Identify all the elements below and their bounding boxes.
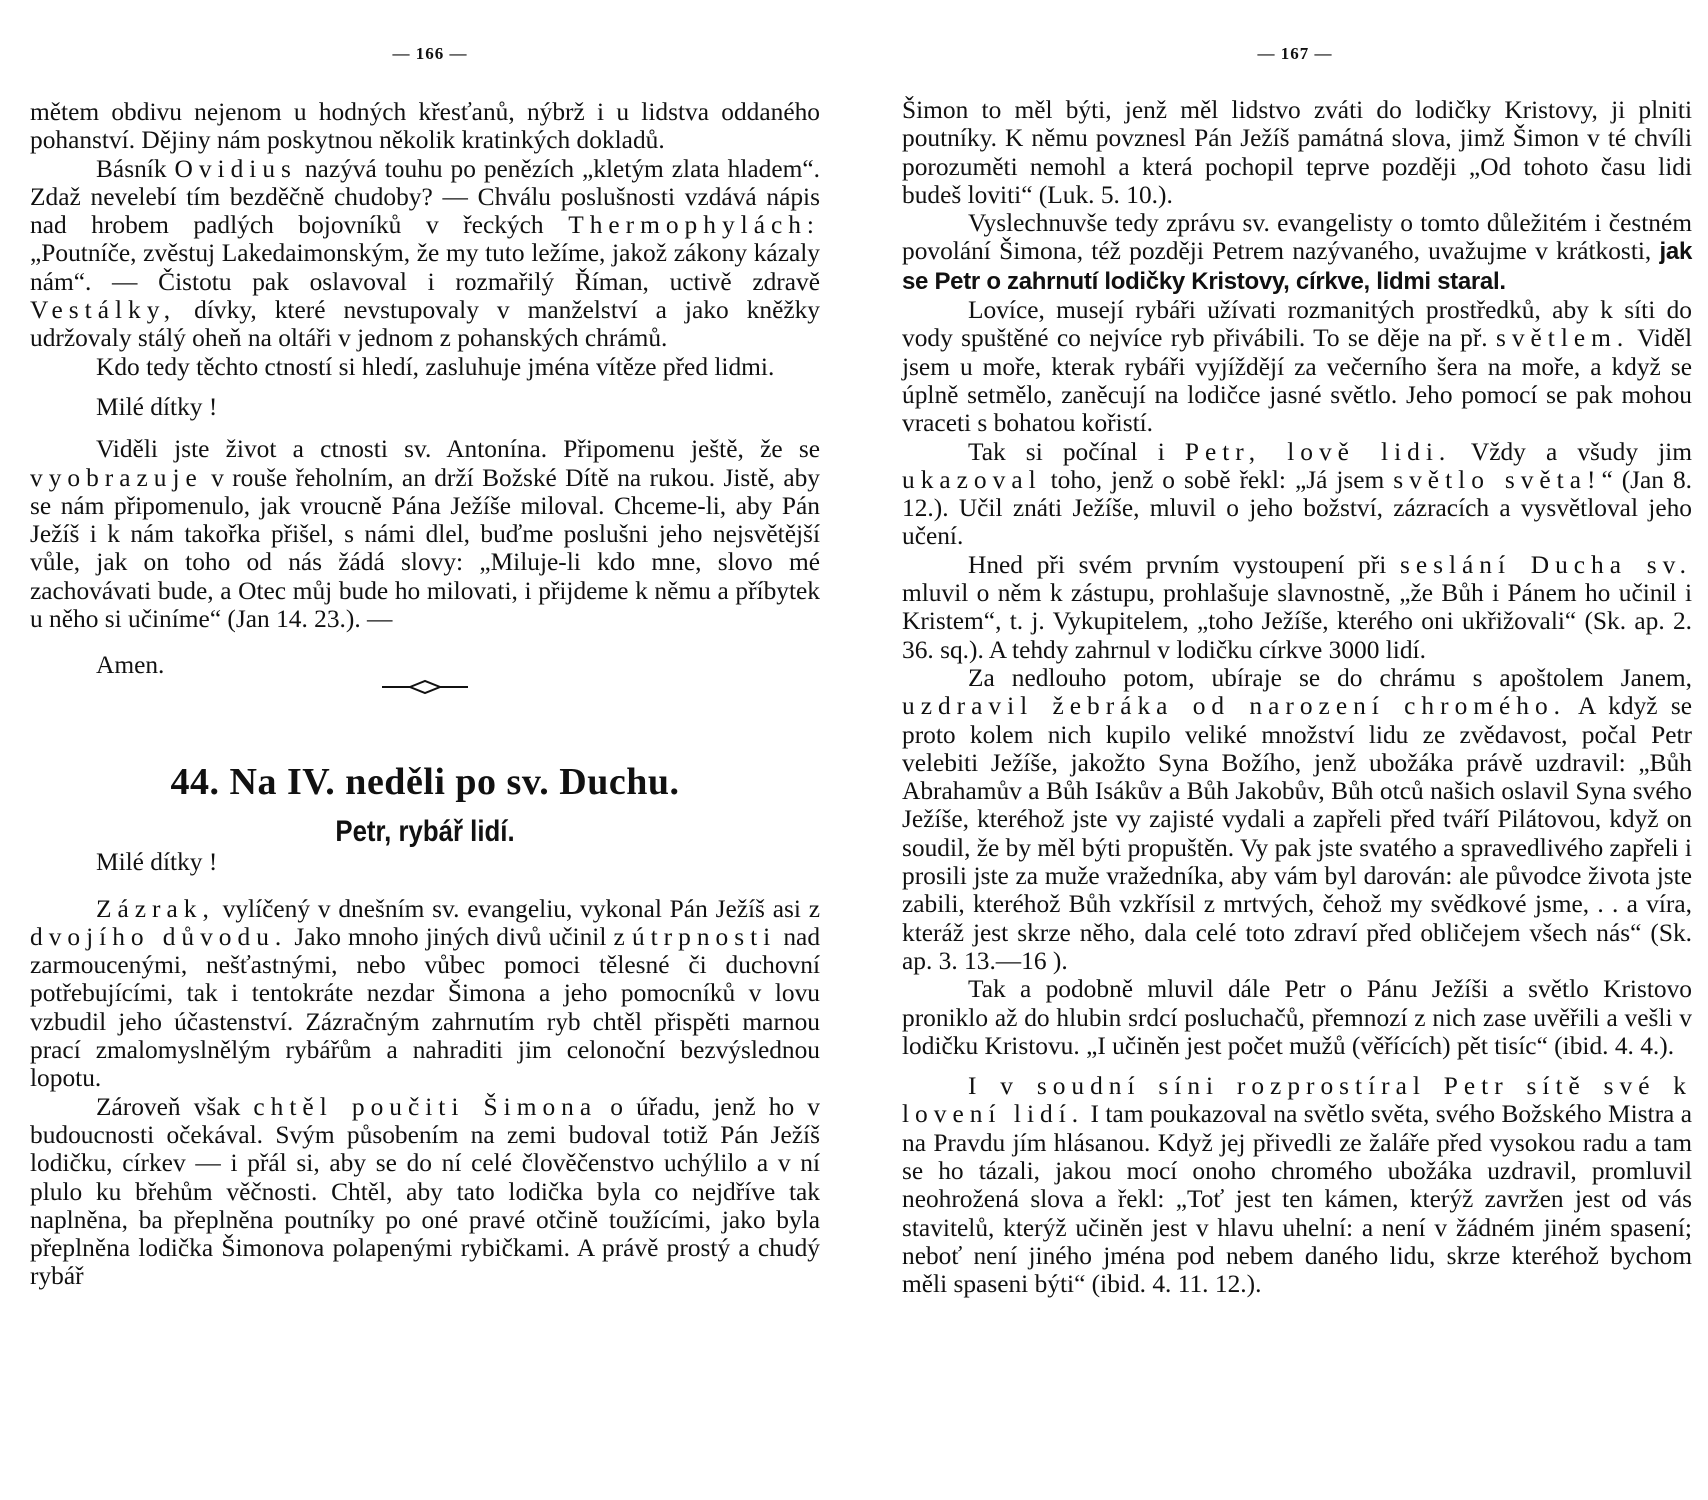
salutation: Milé dítky ! [96,848,218,877]
paragraph: Viděli jste život a ctnosti sv. Antonína. Připomenu ještě, že se vyobrazuje v rouše řeholním, an drží Božské Dítě na rukou. Jistě, aby se nám připomenulo, jak vroucně Pána Ježíše miloval. Chceme-li, aby Pán Ježíš i k nám takořka přišel, s námi dlel, buďme poslušni jeho nejsvětější vůle, jak on toho od nás žádá slovy: „Miluje-li kdo mne, slovo mé zachovávati bude, a Otec můj bude ho milovati, i přijdeme k němu a příbytek u něho si učiníme“ (Jan 14. 23.). — [30,435,820,634]
paragraph: Zároveň však chtěl poučiti Šimona o úřadu, jenž ho v budoucnosti očekával. Svým působením na zemi budoval totiž Pán Ježíš lodičku, církev — i přál si, aby se do ní celé člověčenstvo uchýlilo a v ní plulo ku břehům věčnosti. Chtěl, aby tato lodička byla co nejdříve tak naplněna, ba přeplněna poutníky po oné pravé otčině toužícími, jako byla přeplněna lodička Šimonova polapenými rybičkami. A právě prostý a chudý rybář [30,1092,821,1291]
page-number: — 167 — [1257,44,1333,63]
paragraph: Zázrak, vylíčený v dnešním sv. evangeliu, vykonal Pán Ježíš asi z dvojího důvodu. Jako mnoho jiných divů učinil z útrpnosti nad zarmoucenými, nešťastnými, nebo vůbec pomoci tělesné či duchovní potřebujícími, tak i tentokráte nezdar Šimona a jeho pomocníků v lovu vzbudil jeho účastenství. Zázračným zahrnutím ryb chtěl přispěti marnou prací zmalomyslnělým rybářům a nahraditi jim celonoční bezvýslednou lopotu. [30,894,821,1093]
section-heading: 44. Na IV. neděli po sv. Duchu. [170,760,680,803]
paragraph: Tak a podobně mluvil dále Petr o Pánu Ježíši a světlo Kristovo proniklo až do hlubin srdcí posluchačů, přemnozí z nich zase uvěřili a vešli v lodičku Kristovu. „I učiněn jest počet mužů (věřících) pět tisíc“ (ibid. 4. 4.). [902,975,1692,1060]
page-number: — 166 — [392,44,468,63]
salutation: Milé dítky ! [96,392,218,421]
paragraph: Za nedlouho potom, ubíraje se do chrámu s apoštolem Janem, uzdravil žebráka od narození chromého. A když se proto kolem nich kupilo veliké množství lidu ze zvědavost, počal Petr velebiti Ježíše, jakožto Syna Božího, jenž ubožáka právě uzdravil: „Bůh Abrahamův a Bůh Isákův a Bůh Jakobův, Bůh otců našich oslavil Syna svého Ježíše, kteréhož jste vy zajisté vydali a zapřeli před tváří Pilátovou, když on soudil, že by měl býti propuštěn. Vy pak jste svatého a spravedlivého zapřeli i prosili jste za muže vražedníka, aby vám byl darován: ale původce života jste zabili, kteréhož Bůh vzkřísil z mrtvých, čehož my svědkové jsme, . . a víra, kteráž jest skrze něho, dala celé toto zdraví před obličejem všech nás“ (Sk. ap. 3. 13.—16 ). [902,663,1692,975]
page-body [902,96,1692,1298]
amen: Amen. [96,651,165,680]
section-subheading: Petr, rybář lidí. [335,814,515,848]
paragraph: Lovíce, musejí rybáři užívati rozmanitých prostředků, aby k síti do vody spuštěné co nejvíce ryb přivábili. To se děje na př. světlem. Viděl jsem u moře, kterak rybáři vyjíždějí za večerního šera na moře, a když se úplně setmělo, zaněcují na lodičce jasné světlo. Jeho pomocí se pak mohou vraceti s bohatou kořistí. [902,296,1692,438]
paragraph: Vyslechnuvše tedy zprávu sv. evangelisty o tomto důležitém i čestném povolání Šimona, též později Petrem nazývaného, uvažujme v krátkosti, jak se Petr o zahrnutí lodičky Kristovy, církve, lidmi staral. [902,209,1692,295]
right-page [902,0,1708,1500]
page-body [30,98,820,1291]
paragraph: Tak si počínal i Petr, lově lidi. Vždy a všudy jim ukazoval toho, jenž o sobě řekl: „Já jsem světlo světa!“ (Jan 8. 12.). Učil znáti Ježíše, mluvil o jeho božství, zázracích a vysvětloval jeho učení. [902,437,1692,551]
paragraph: mětem obdivu nejenom u hodných křesťanů, nýbrž i u lidstva oddaného pohanství. Dějiny nám poskytnou několik kratinkých dokladů. [30,98,820,155]
paragraph: Šimon to měl býti, jenž měl lidstvo zváti do lodičky Kristovy, ji plniti poutníky. K němu povznesl Pán Ježíš památná slova, jimž Šimon v té chvíli porozuměti nemohl a která pochopil teprve později „Od tohoto času lidi budeš loviti“ (Luk. 5. 10.). [902,96,1692,209]
paragraph: Básník Ovidius nazývá touhu po penězích „kletým zlata hladem“. Zdaž nevelebí tím bezděčně chudoby? — Chválu poslušnosti vzdává nápis nad hrobem padlých bojovníků v řeckých Thermophylách: „Poutníče, zvěstuj Lakedaimonským, že my tuto ležíme, jakož zákony kázaly nám“. — Čistotu pak oslavoval i rozmařilý Říman, uctivě zdravě Vestálky, dívky, které nevstupovaly v manželství a jako kněžky udržovaly stálý oheň na oltáři v jednom z pohanských chrámů. [30,154,820,353]
ornament-divider [30,676,820,706]
paragraph: I v soudní síni rozprostíral Petr sítě své k lovení lidí. I tam poukazoval na světlo světa, svého Božského Mistra a na Pravdu jím hlásanou. Když jej přivedli ze žaláře před vysokou radu a tam se ho tázali, jakou mocí onoho chromého ubožáka uzdravil, promluvil neohrožená slova a řekl: „Toť jest ten kámen, kterýž zavržen jest od vás stavitelů, kterýž učiněn jest v hlavu uhelní: a není v žádném jiném spasení; neboť není jiného jména pod nebem daného lidu, skrze kteréhož bychom měli spaseni býti“ (ibid. 4. 11. 12.). [902,1072,1692,1299]
left-page [30,0,840,1500]
paragraph: Kdo tedy těchto ctností si hledí, zasluhuje jména vítěze před lidmi. [96,352,775,381]
paragraph: Hned při svém prvním vystoupení při seslání Ducha sv. mluvil o něm k zástupu, prohlašuje slavnostně, „že Bůh i Pánem ho učinil i Kristem“, t. j. Vykupitelem, „toho Ježíše, kterého oni ukřižovali“ (Sk. ap. 2. 36. sq.). A tehdy zahrnul v lodičku církve 3000 lidí. [902,550,1692,664]
